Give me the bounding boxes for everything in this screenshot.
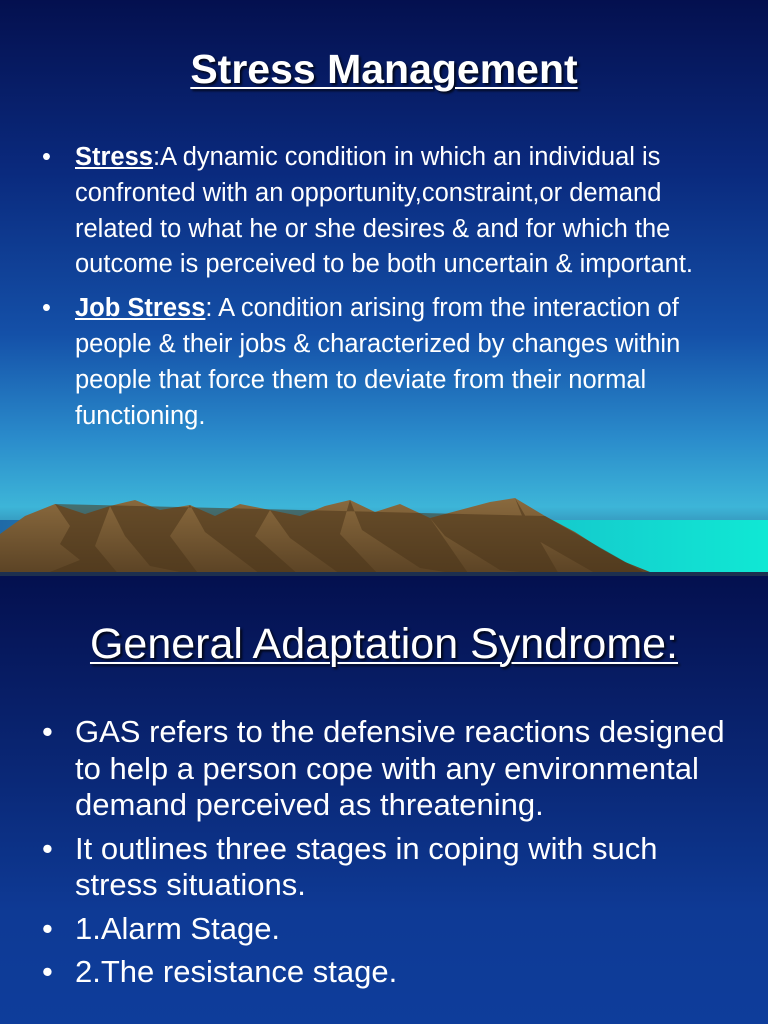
bullet-icon: • (42, 830, 53, 866)
mountain-range-illustration (0, 496, 768, 576)
bullet-icon: • (42, 143, 51, 171)
bullet-list (42, 714, 742, 998)
bullet-item-stress (42, 140, 742, 283)
bullet-item (42, 954, 742, 991)
bullet-item-job-stress (42, 291, 742, 434)
bullet-item (42, 714, 742, 824)
bullet-icon: • (42, 294, 51, 323)
definition-stress: :A dynamic condition in which an individual is confronted with an opportunity,constraint,or demand related to what he or she desires & and for which the outcome is perceived to be both uncertain & important. (75, 143, 694, 279)
bullet-item (42, 911, 742, 948)
bullet-text: 2.The resistance stage. (75, 954, 398, 989)
term-job-stress: Job Stress (75, 294, 206, 323)
slide-general-adaptation-syndrome (0, 576, 768, 1024)
term-stress: Stress (75, 143, 153, 171)
bullet-text: 1.Alarm Stage. (75, 910, 281, 946)
slide-title: Stress Management (190, 46, 578, 92)
bullet-icon: • (42, 954, 53, 989)
bullet-item (42, 831, 742, 904)
slide-title: General Adaptation Syndrome: (89, 620, 679, 668)
bullet-icon: • (42, 910, 53, 946)
definition-job-stress: : A condition arising from the interaction of people & their jobs & characterized by changes within people that force them to deviate from their normal functioning. (75, 294, 681, 430)
bullet-list (42, 140, 742, 442)
bullet-icon: • (42, 714, 53, 749)
bullet-text: It outlines three stages in coping with such stress situations. (75, 830, 658, 902)
bullet-text: GAS refers to the defensive reactions designed to help a person cope with any environmental demand perceived as threatening. (75, 714, 725, 822)
